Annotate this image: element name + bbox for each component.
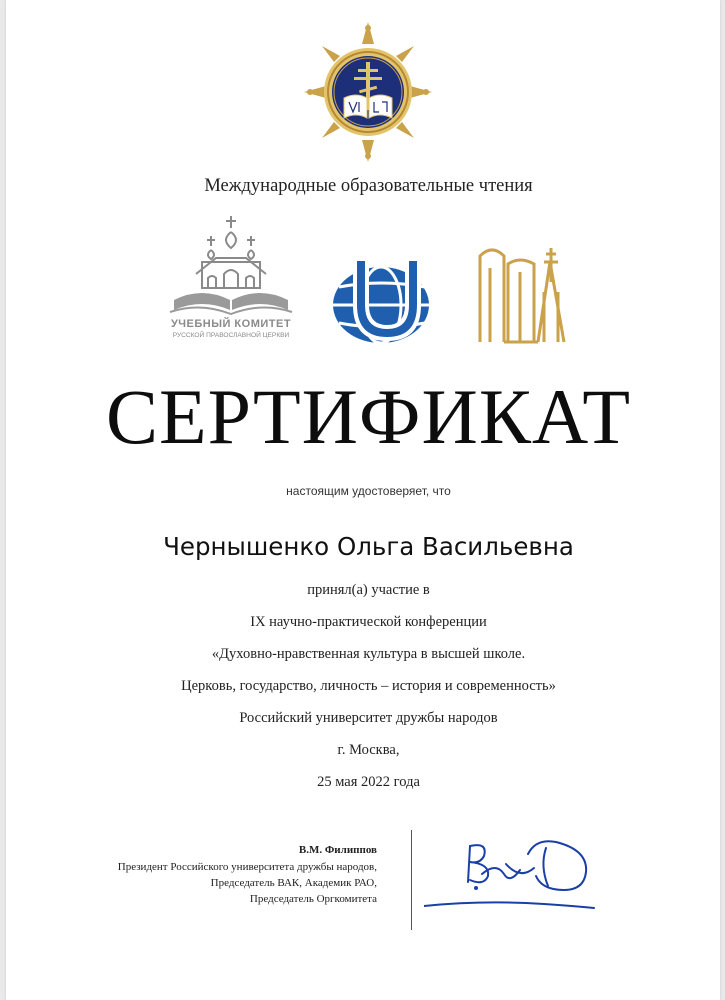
committee-name: УЧЕБНЫЙ КОМИТЕТ [170,318,292,330]
committee-subtitle: РУССКОЙ ПРАВОСЛАВНОЙ ЦЕРКВИ [172,332,290,339]
orthodox-emblem-icon [304,22,432,162]
educational-committee-logo [166,214,296,346]
signer-position-3: Председатель Оргкомитета [249,893,377,905]
conference-title-line-2: Церковь, государство, личность – история и современность» [181,678,556,694]
conference-line: IX научно-практической конференции [250,614,487,630]
conference-title-line-1: «Духовно-нравственная культура в высшей школе. [211,646,526,662]
certificate-page [6,0,720,1000]
signature-divider [411,830,412,930]
recipient-name: Чернышенко Ольга Васильевна [163,532,574,561]
university-line: Российский университет дружбы народов [239,710,498,726]
signer-position-2: Председатель ВАК, Академик РАО, [210,877,377,889]
event-title: Международные образовательные чтения [204,176,533,196]
rudn-globe-logo-icon [329,255,441,350]
city-line: г. Москва, [337,742,400,758]
certificate-title: СЕРТИФИКАТ [105,373,632,460]
certifies-text: настоящим удостоверяет, что [286,484,451,498]
participation-line: принял(а) участие в [307,582,430,598]
handwritten-signature [424,834,596,914]
mda-logo-icon [476,242,568,345]
date-line: 25 мая 2022 года [317,774,420,790]
signer-position-1: Президент Российского университета дружбы народов, [117,861,377,873]
church-book-icon [166,214,296,318]
signer-name: В.М. Филиппов [298,844,377,856]
